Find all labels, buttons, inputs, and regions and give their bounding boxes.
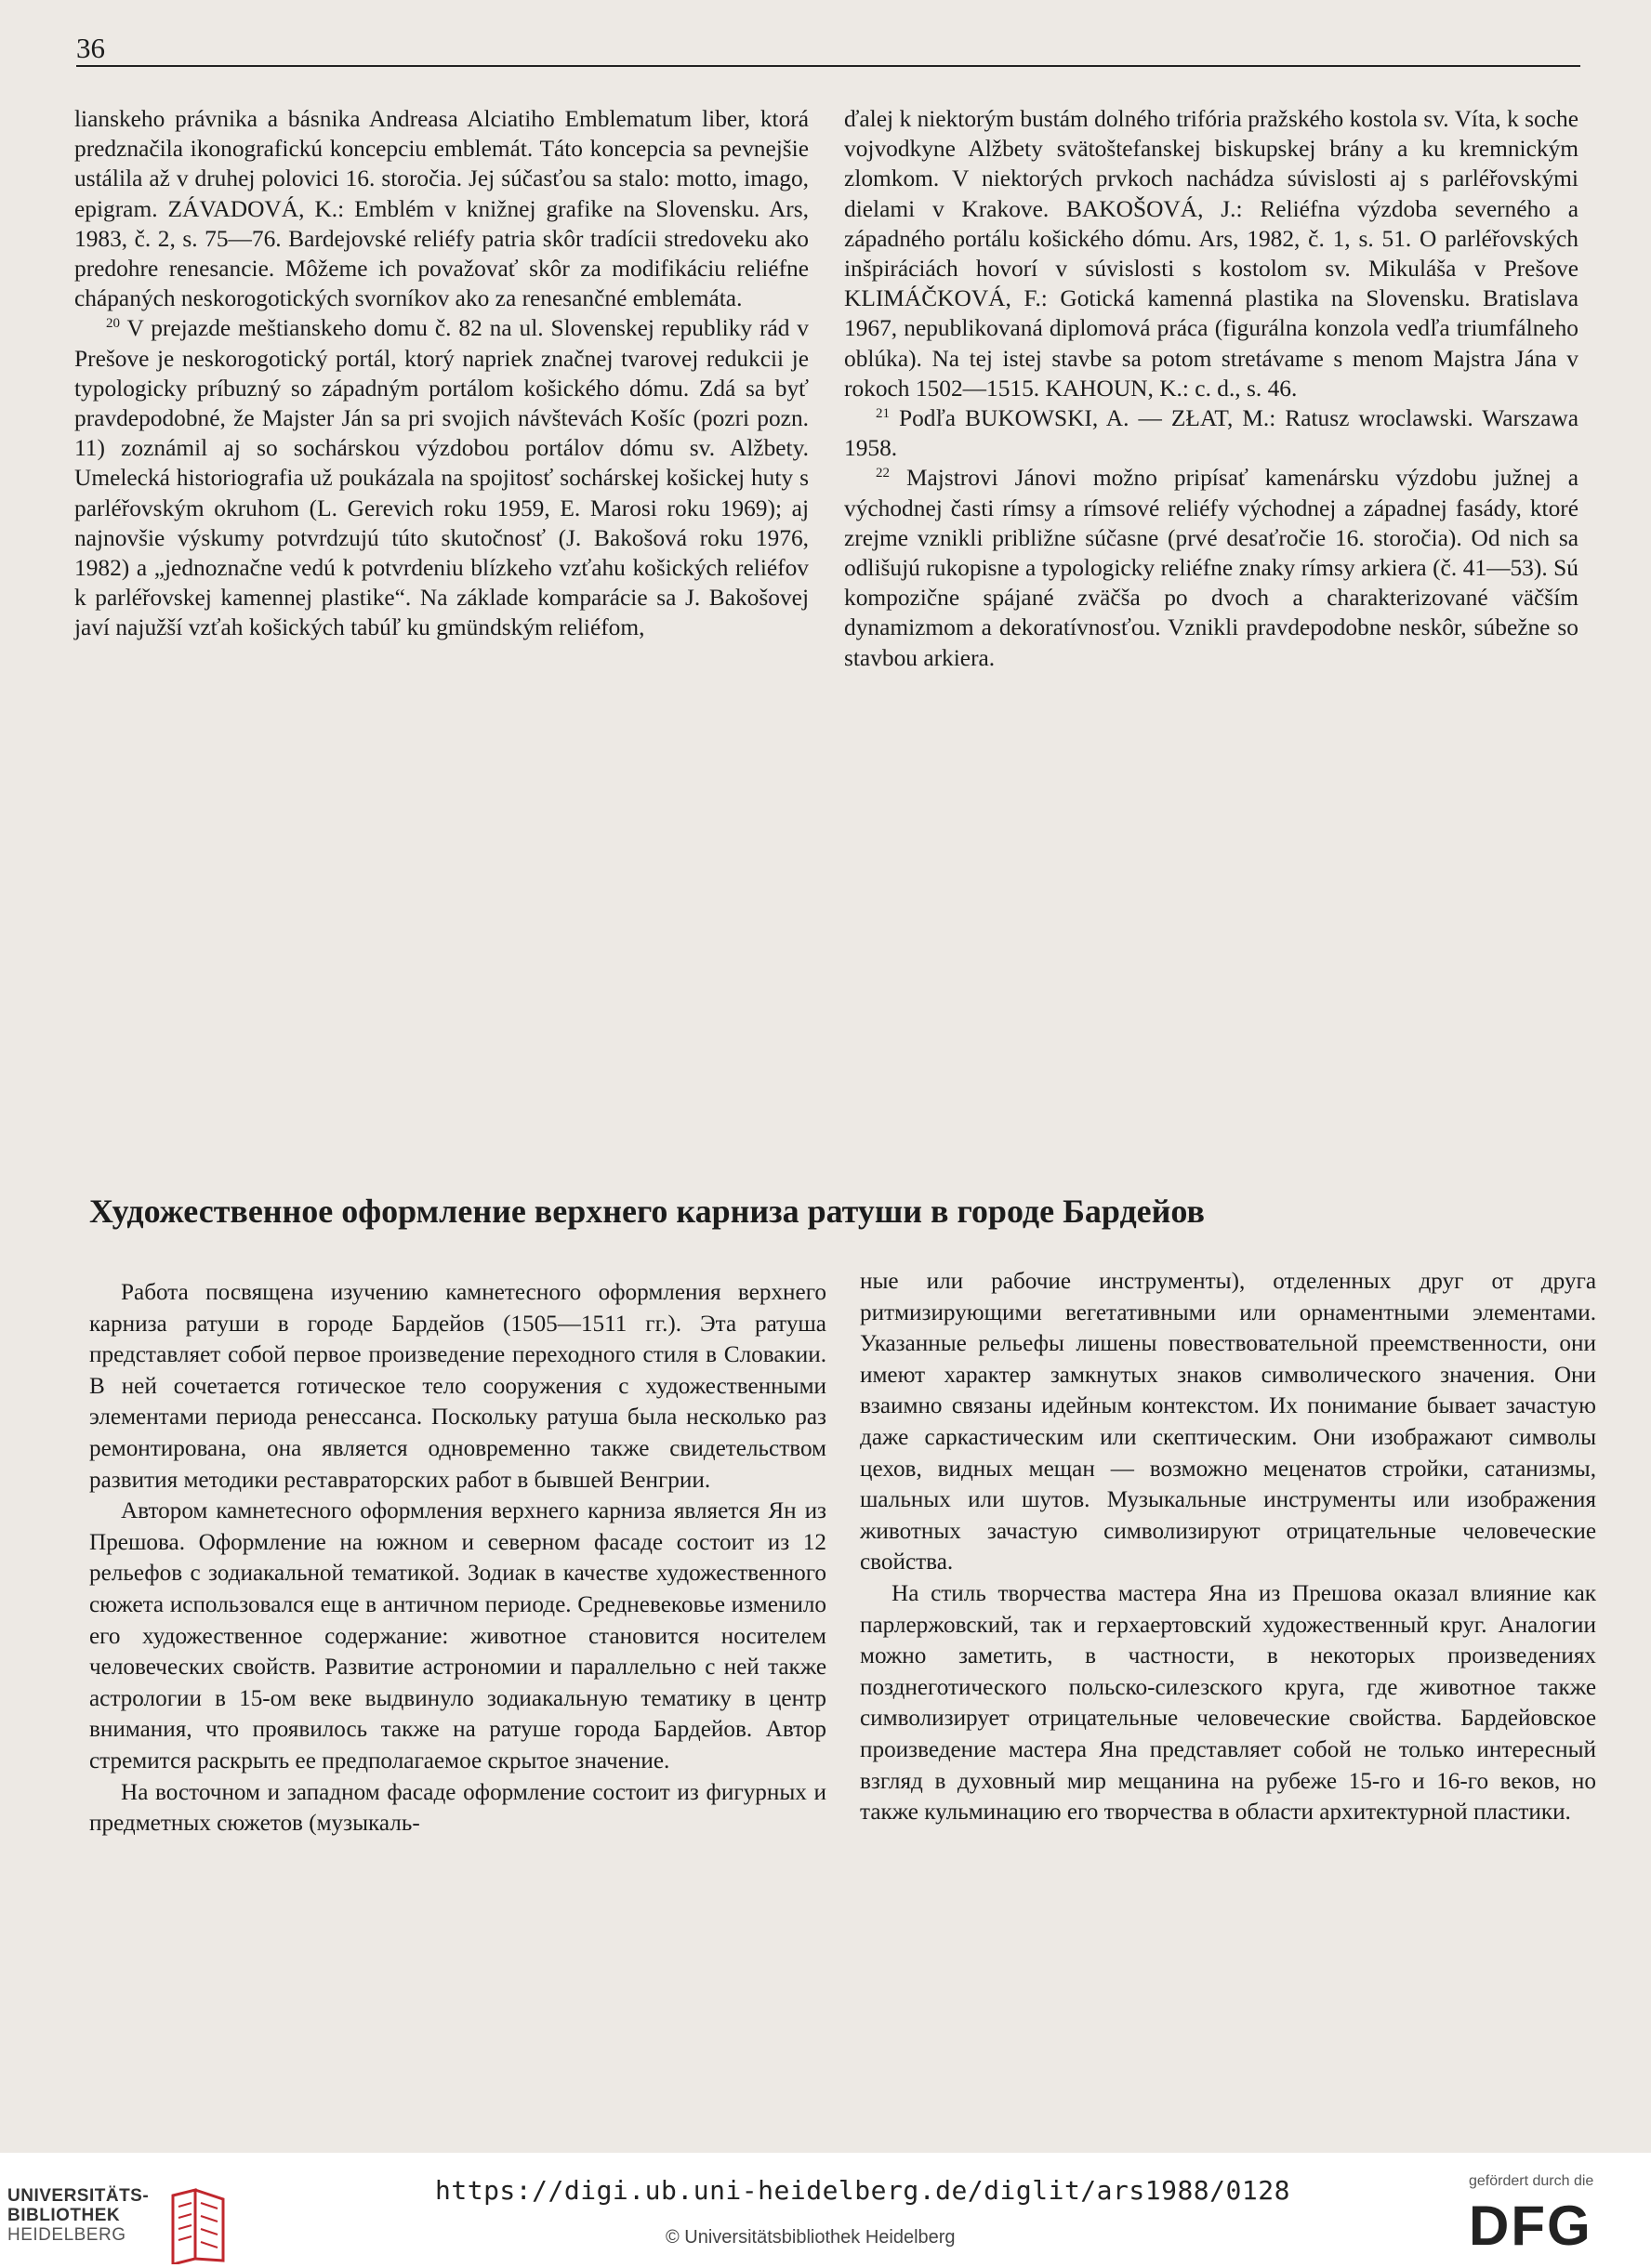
library-line-3: HEIDELBERG [7,2225,126,2245]
footnote-number: 20 [106,316,120,332]
summary-left-column [89,1277,826,1839]
page-number: 36 [76,32,105,64]
footnote-20 [74,313,809,642]
footnote-number: 21 [876,406,890,422]
summary-paragraph: Автором камнетесного оформления верхнего карниза является Ян из Прешова. Оформление на южном и северном фасаде состоит из 12 рельефов с зодиакальной тематикой. Зодиак в качестве художественного сюжета использовался еще в античном периоде. Средневековье изменило его художественное содержание: животное становится носителем человеческих свойств. Развитие астрономии и параллельно с ней также астрологии в 15-ом веке выдвинуло зодиакальную тематику в центр внимания, что проявилось также на ратуше города Бардейов. Автор стремится раскрыть ее предполагаемое скрытое значение. [89,1498,826,1774]
library-logo[interactable] [7,2169,286,2259]
library-emblem-icon [167,2186,231,2264]
copyright-notice: © Universitätsbibliothek Heidelberg [666,2227,956,2248]
footnote-text: Majstrovi Jánovi možno pripísať kamenársku výzdobu južnej a východnej časti rímsy a rímsové reliéfy východnej a západnej fasády, ktoré zrejme vznikli približne súčasne (prvé desaťročie 16. storočia). Od nich sa odlišujú rukopisne a typologicky reliéfne znaky rímsy arkiera (č. 41—53). Sú kompozične spájané zväčša po dvoch a charakterizované väčším dynamizmom a dekoratívnosťou. Vznikli pravdepodobne neskôr, súbežne so stavbou arkiera. [844,465,1578,671]
library-line-1: UNIVERSITÄTS- [7,2186,150,2206]
footnote-continuation: lianskeho právnika a básnika Andreasa Alciatiho Emblematum liber, ktorá predznačila ikonografickú koncepciu emblemát. Táto koncepcia sa pevnejšie ustálila až v druhej polovici 16. storočia. Jej súčasťou sa stalo: motto, imago, epigram. ZÁVADOVÁ, K.: Emblém v knižnej grafike na Slovensku. Ars, 1983, č. 2, s. 75—76. Bardejovské reliéfy patria skôr tradícii stredoveku ako predohre renesancie. Môžeme ich považovať skôr za modifikáciu reliéfne chápaných neskorogotických svorníkov ako za renesančné emblemáta. [74,106,809,312]
page-url-link[interactable]: https://digi.ub.uni-heidelberg.de/diglit/ars1988/0128 [435,2175,1290,2206]
summary-paragraph: На восточном и западном фасаде оформление состоит из фигурных и предметных сюжетов (музыкаль- [89,1779,826,1837]
dfg-logo[interactable]: DFG [1469,2195,1592,2257]
library-line-2: BIBLIOTHEK [7,2206,121,2225]
summary-right-column [860,1266,1596,1828]
footnote-text: Podľa BUKOWSKI, A. — ZŁAT, M.: Ratusz wroclawski. Warszawa 1958. [844,405,1578,462]
footnote-text: V prejazde meštianskeho domu č. 82 na ul. Slovenskej republiky rád v Prešove je neskorogotický portál, ktorý napriek značnej tvarovej redukcii je typologicky príbuzný so západným portálom košického dómu. Zdá sa byť pravdepodobné, že Majster Ján sa pri svojich návštevách Košíc (pozri pozn. 11) zoznámil aj so sochárskou výzdobou portálov dómu sv. Alžbety. Umelecká historiografia už poukázala na spojitosť sochárskej košickej huty s parléřovským okruhom (L. Gerevich roku 1959, E. Marosi roku 1969); aj najnovšie výskumy potvrdzujú túto skutočnosť (J. Bakošová roku 1976, 1982) a „jednoznačne vedú k potvrdeniu blízkeho vzťahu košických reliéfov k parléřovskej kamennej plastike“. Na základe komparácie sa J. Bakošovej javí najužší vzťah košických tabúľ ku gmündským reliéfom, [74,315,810,641]
funding-note: gefördert durch die [1469,2173,1594,2189]
summary-paragraph: Работа посвящена изучению камнетесного оформления верхнего карниза ратуши в городе Бардейов (1505—1511 гг.). Эта ратуша представляет собой первое произведение переходного стиля в Словакии. В ней сочетается готическое тело сооружения с художественными элементами периода ренессанса. Поскольку ратуша была несколько раз ремонтирована, она является одновременно также свидетельством развития методики реставраторских работ в бывшей Венгрии. [89,1280,826,1493]
footnote-21 [844,403,1578,463]
header-rule [76,65,1580,67]
viewer-footer [0,2153,1651,2268]
summary-paragraph: На стиль творчества мастера Яна из Прешова оказал влияние как парлержовский, так и герхаертовский художественный круг. Аналогии можно заметить, в частности, в некоторых произведениях позднеготического польско-силезского круга, где животное также символизирует отрицательные человеческие свойства. Бардейовское произведение мастера Яна представляет собой не только интересный взгляд в духовный мир мещанина на рубеже 15-го и 16-го веков, но также кульминацию его творчества в области архитектурной пластики. [860,1580,1596,1826]
footnote-22 [844,463,1578,672]
footnote-number: 22 [876,466,890,481]
footnotes-left-column [74,104,809,643]
footnotes-right-column [844,104,1578,673]
summary-heading: Художественное оформление верхнего карниза ратуши в городе Бардейов [89,1193,1205,1230]
library-name [7,2186,149,2245]
summary-paragraph: ные или рабочие инструменты), отделенных друг от друга ритмизирующими вегетативными или орнаментными элементами. Указанные рельефы лишены повествовательной преемственности, они имеют характер замкнутых знаков символического значения. Они взаимно связаны идейным контекстом. Их понимание бывает зачастую даже саркастическим или скептическим. Они изображают символы цехов, видных мещан — возможно меценатов стройки, сатанизмы, шальных или шутов. Музыкальные инструменты или изображения животных зачастую символизируют отрицательные человеческие свойства. [860,1269,1596,1576]
footnote-continuation: ďalej k niektorým bustám dolného trifória pražského kostola sv. Víta, k soche vojvodkyne Alžbety svätoštefanskej biskupskej brány a ku kremnickým zlomkom. V niektorých prvkoch nachádza súvislosti aj s parléřovskými dielami v Krakove. BAKOŠOVÁ, J.: Reliéfna výzdoba severného a západného portálu košického dómu. Ars, 1982, č. 1, s. 51. O parléřovských inšpiráciách hovorí v súvislosti s kostolom sv. Mikuláša v Prešove KLIMÁČKOVÁ, F.: Gotická kamenná plastika na Slovensku. Bratislava 1967, nepublikovaná diplomová práca (figurálna konzola vedľa triumfálneho oblúka). Na tej istej stavbe sa potom stretávame s menom Majstra Jána v rokoch 1502—1515. KAHOUN, K.: c. d., s. 46. [844,106,1578,402]
